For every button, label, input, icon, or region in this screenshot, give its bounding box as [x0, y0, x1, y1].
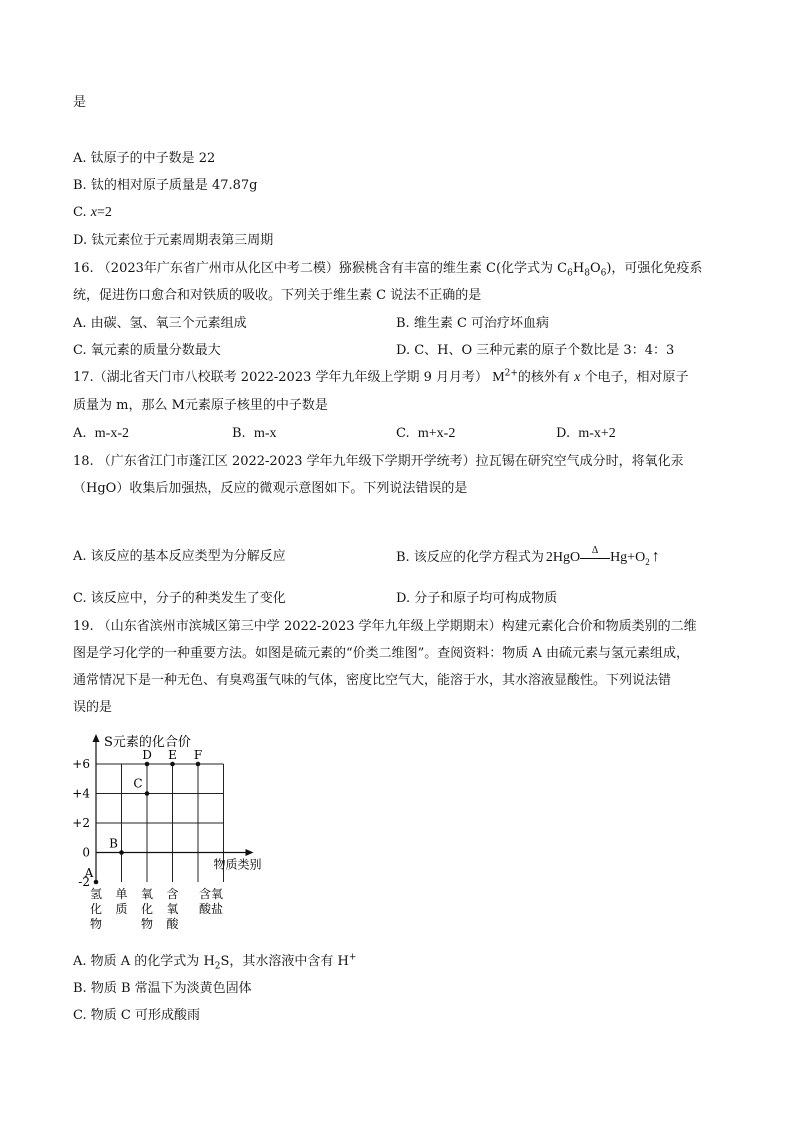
equation-reactant: 2HgO [545, 550, 581, 565]
q15-option-c-variable: x [90, 205, 97, 220]
data-label-e: E [168, 748, 177, 762]
heat-condition: Δ [591, 544, 599, 556]
category-tick-label: 酸盐 [198, 902, 224, 916]
data-point-c [145, 791, 150, 796]
q19-stem-line4: 误的是 [73, 700, 113, 715]
y-tick-label: +2 [72, 816, 90, 830]
option-expression: m-x-2 [94, 426, 130, 441]
ion-charge: 2+ [504, 368, 518, 379]
y-tick-label: +6 [72, 757, 90, 771]
data-label-a: A [84, 866, 94, 880]
q15-option-a: A. 钛原子的中子数是 22 [73, 151, 216, 166]
q18-option-a: A. 该反应的基本反应类型为分解反应 [73, 549, 286, 564]
y-tick-label: +4 [72, 786, 90, 801]
q17-option-b [232, 425, 277, 443]
continued-question-text: 是 [73, 95, 87, 110]
formula-subscript: 2 [214, 961, 221, 972]
category-tick-label: 酸 [166, 917, 179, 931]
q16-stem-text: 16. （2023年广东省广州市从化区中考二模）猕猴桃含有丰富的维生素 C(化学式为 C [73, 261, 568, 276]
data-point-f [196, 762, 201, 767]
formula-subscript: 8 [584, 268, 590, 279]
q17-stem-line1 [73, 369, 688, 387]
q17-variable: x [574, 370, 581, 385]
q19-option-a [73, 953, 356, 971]
category-tick-label: 物 [140, 917, 154, 931]
q17-option-c [396, 425, 455, 443]
category-tick-label: 物 [89, 917, 103, 931]
q19-stem-line3: 通常情况下是一种无色、有臭鸡蛋气味的气体，密度比空气大，能溶于水，其水溶液显酸性。下列说法错 [73, 673, 672, 688]
chemical-equation [545, 544, 660, 567]
category-tick-label: 含氧 [198, 887, 224, 901]
option-label: A. [73, 426, 87, 441]
q16-stem-text-end: )，可强化免疫系 [606, 261, 703, 276]
category-tick-label: 单 [115, 887, 128, 901]
category-tick-label: 化 [89, 902, 103, 916]
option-text: B. 该反应的化学方程式为 [396, 550, 544, 565]
q17-stem-text: 的核外有 [517, 370, 570, 385]
ion-charge: + [348, 952, 357, 963]
q17-option-d [556, 425, 616, 443]
formula-subscript: 6 [567, 268, 573, 279]
option-label: B. [232, 426, 246, 441]
q19-option-b: B. 物质 B 常温下为淡黄色固体 [73, 981, 252, 996]
formula-subscript: 6 [600, 268, 607, 279]
q18-stem-line1: 18. （广东省江门市蓬江区 2022-2023 学年九年级下学期开学统考）拉瓦锡在研究空气成分时，将氧化汞 [73, 454, 684, 469]
option-expression: m-x [253, 426, 277, 441]
data-label-d: D [142, 748, 152, 762]
q19-option-c: C. 物质 C 可形成酸雨 [73, 1008, 200, 1023]
category-tick-label: 质 [115, 902, 128, 916]
q17-stem-text: 17.（湖北省天门市八校联考 2022-2023 学年九年级上学期 9 月月考） [73, 370, 489, 385]
q18-stem-line2: （HgO）收集后加强热，反应的微观示意图如下。下列说法错误的是 [73, 481, 468, 496]
q18-option-d: D. 分子和原子均可构成物质 [396, 591, 558, 606]
q18-option-b [396, 544, 660, 567]
data-label-c: C [133, 776, 143, 791]
data-point-a [94, 880, 99, 885]
gas-arrow-icon: ↑ [651, 548, 660, 565]
data-point-d [145, 762, 150, 767]
q16-stem-line2: 统，促进伤口愈合和对铁质的吸收。下列关于维生素 C 说法不正确的是 [73, 288, 482, 303]
option-label: C. [396, 426, 410, 441]
q16-option-c: C. 氧元素的质量分数最大 [73, 343, 221, 358]
data-label-f: F [193, 748, 203, 762]
q16-option-d: D. C、H、O 三种元素的原子个数比是 3：4：3 [396, 343, 675, 358]
q16-option-a: A. 由碳、氢、氧三个元素组成 [73, 316, 247, 331]
q15-option-c [73, 204, 112, 222]
equation-products: Hg+O [610, 550, 646, 565]
q19-stem-line2: 图是学习化学的一种重要方法。如图是硫元素的“价类二维图”。查阅资料：物质 A 由硫元素与氢元素组成， [73, 646, 689, 661]
option-text: A. 物质 A 的化学式为 H [73, 954, 215, 969]
q19-stem-line1: 19. （山东省滨州市滨城区第三中学 2022-2023 学年九年级上学期期末）构建元素化合价和物质类别的二维 [73, 619, 697, 634]
formula-subscript: 2 [645, 556, 650, 567]
option-expression: m-x+2 [578, 426, 616, 441]
x-axis-label: 物质类别 [213, 857, 262, 872]
q18-option-c: C. 该反应中，分子的种类发生了变化 [73, 591, 286, 606]
y-axis-arrow-icon [93, 734, 100, 742]
q17-stem-text-end: 个电子，相对原子 [584, 370, 689, 385]
data-point-e [170, 762, 175, 767]
x-axis-arrow-icon [246, 849, 254, 856]
ion-symbol: M [492, 370, 505, 385]
category-tick-label: 含 [166, 887, 179, 901]
q16-stem-line1 [73, 260, 702, 278]
y-tick-label: -2 [78, 875, 90, 889]
data-label-b: B [109, 836, 118, 851]
formula-element: O [589, 261, 601, 276]
category-tick-label: 化 [140, 902, 154, 916]
q15-option-b: B. 钛的相对原子质量是 47.87g [73, 178, 258, 193]
sulfur-valence-chart [60, 728, 300, 943]
reaction-condition-arrow [580, 544, 610, 564]
category-tick-label: 氧 [166, 902, 179, 916]
q16-option-b: B. 维生素 C 可治疗坏血病 [396, 316, 550, 331]
y-axis-label: S元素的化合价 [104, 735, 191, 750]
y-tick-label: 0 [82, 845, 90, 860]
q17-option-a [73, 425, 129, 443]
q15-option-d: D. 钛元素位于元素周期表第三周期 [73, 233, 274, 248]
option-expression: m+x-2 [417, 426, 456, 441]
q15-option-c-prefix: C. [73, 205, 91, 220]
option-label: D. [556, 426, 571, 441]
category-tick-label: 氧 [140, 887, 154, 901]
data-point-b [119, 850, 124, 855]
q17-stem-line2: 质量为 m，那么 M元素原子核里的中子数是 [73, 398, 328, 413]
option-text: S，其水溶液中含有 H [220, 954, 349, 969]
formula-element: H [572, 261, 585, 276]
q15-option-c-value: =2 [96, 205, 112, 220]
category-tick-label: 氢 [89, 887, 103, 901]
